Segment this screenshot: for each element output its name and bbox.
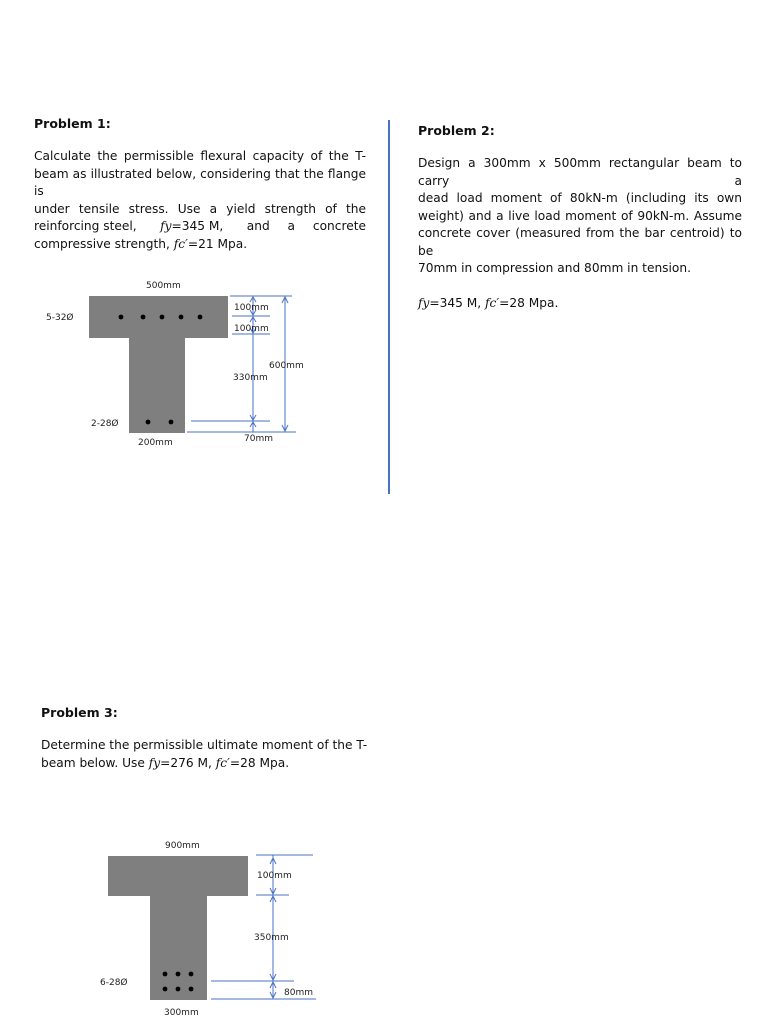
problem1-fy-symbol: fy [160,219,172,233]
problem1-tbeam-diagram [0,270,330,460]
problem1-web-width: 200mm [138,438,173,448]
problem3-bar [163,972,168,977]
problem2-section [418,123,742,312]
problem2-line5: 70mm in compression and 80mm in tension. [418,261,691,275]
problem2-line1: Design a 300mm x 500mm rectangular beam to carry a [418,156,742,188]
problem1-line5-a: compressive strength, [34,236,170,251]
problem1-flange-width: 500mm [146,281,181,291]
column-separator [388,120,390,494]
problem1-fy-value: =345 M, [171,219,224,233]
problem1-web [129,337,185,433]
problem1-top-bar [141,315,146,320]
problem2-fy-value: =345 M, [429,295,482,310]
problem3-line1: Determine the permissible ultimate moment of the T- [41,738,368,752]
problem1-line3: under tensile stress. Use a yield strength of the [34,201,366,216]
problem2-material-line [418,295,742,313]
problem3-fy-symbol: fy [148,755,161,770]
problem2-line2: dead load moment of 80kN-m (including its own [418,191,742,205]
problem3-bar [176,987,181,992]
problem1-line4-tail: and a concrete [246,219,366,233]
problem3-line2-a: beam below. Use [41,755,145,770]
problem3-fy-value: =276 M, [160,755,212,770]
problem1-heading: Problem 1: [34,116,111,131]
problem1-line4-a: reinforcing steel, [34,219,137,233]
problem1-bottom-bar [146,420,151,425]
problem3-web-width: 300mm [164,1008,199,1018]
problem3-section [41,705,371,772]
problem1-line2: beam as illustrated below, considering that the flange is [34,166,366,198]
problem1-top-bars-label: 5-32Ø [46,313,74,323]
problem2-fc-symbol: fc′ [485,295,500,310]
problem3-bar [189,987,194,992]
problem2-fc-value: =28 Mpa. [499,295,559,310]
problem1-bottom-bar [169,420,174,425]
problem3-dim-350: 350mm [254,933,289,943]
problem3-dim-100: 100mm [257,871,292,881]
problem1-line1: Calculate the permissible flexural capacity of the T- [34,149,366,163]
problem1-dim-70: 70mm [244,434,273,444]
problem1-flange [89,296,228,338]
problem3-tbeam-diagram [0,830,340,1024]
problem1-section [34,116,366,253]
problem3-dim-80: 80mm [284,988,313,998]
problem1-line4 [34,218,366,236]
problem3-fc-symbol: fc′ [215,755,230,770]
problem2-heading: Problem 2: [418,123,495,138]
problem2-line4: concrete cover (measured from the bar centroid) to be [418,226,742,258]
problem1-dim-600: 600mm [269,361,304,371]
problem1-dim-100-top: 100mm [234,303,269,313]
problem1-top-bar [179,315,184,320]
problem2-line3: weight) and a live load moment of 90kN-m. Assume [418,208,742,223]
problem1-top-bar [119,315,124,320]
problem1-bottom-bars-label: 2-28Ø [91,419,119,429]
problem1-dim-100-bottom: 100mm [234,324,269,334]
problem3-bar [189,972,194,977]
problem1-line5 [34,236,366,254]
problem3-line2 [41,755,371,773]
problem2-fy-symbol: fy [418,295,430,310]
problem3-bar [176,972,181,977]
problem3-web [150,895,207,1000]
problem1-top-bar [198,315,203,320]
problem3-flange-width: 900mm [165,841,200,851]
problem3-fc-value: =28 Mpa. [229,755,290,770]
problem1-fy [160,218,223,236]
problem3-flange [108,856,248,896]
problem1-top-bar [160,315,165,320]
problem3-bars-label: 6-28Ø [100,978,128,988]
problem1-dim-330: 330mm [233,373,268,383]
problem1-fc-symbol: fc′ [173,236,188,251]
problem3-heading: Problem 3: [41,705,118,720]
problem3-bar [163,987,168,992]
problem1-fc-value: =21 Mpa. [187,236,248,251]
